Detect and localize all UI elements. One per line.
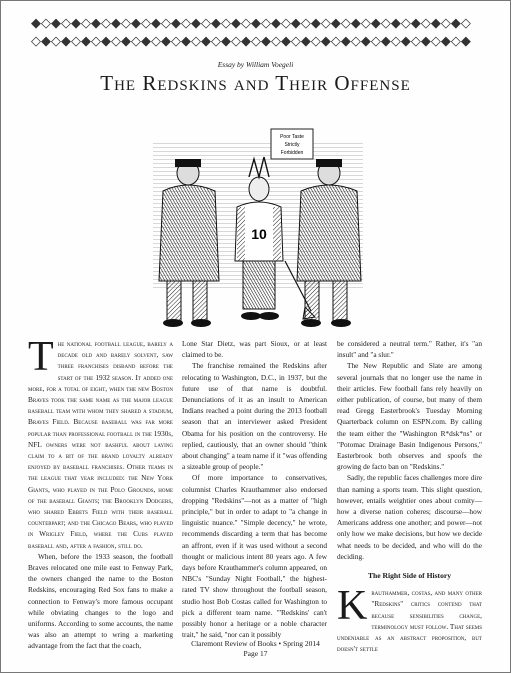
page-footer	[1, 639, 510, 659]
column-1	[28, 334, 173, 652]
dropcap-t: T	[28, 334, 54, 380]
col1-para-2: When, before the 1933 season, the football Braves relocated one mile east to Fenway Park, the owners changed the name to the Boston Redskins, encouraging Red Sox fans to make a connection to Fenway's more famous occupant while obviating changes to the logo and uniforms. According to some accounts, the name was also an attempt to wring a marketing advantage from the fact that the coach,	[28, 551, 173, 651]
cartoon-illustration	[133, 111, 381, 331]
col2-para-3: Of more importance to conservatives, columnist Charles Krauthammer also endorsed dropping "Redskins"—not as a matter of "high principle," but in order to adapt to "a change in linguistic nuance." "Simple decency," he wrote, recommends discarding a term that has become an affront, even if it was used without a second thought or malicious intent 80 years ago. A few days before Krauthammer's column appeared, on NBC's "Sunday Night Football," the highest-rated TV show throughout the football season, studio host Bob Costas called for Washington to pick a different team name. "'Redskins' can't possibly honor a heritage or a noble character trait," he said, "nor can it possibly	[182, 473, 327, 640]
top-ornament: ◆◇◆◇◆◇◆◇◆◇◆◇◆◇◆◇◆◇◆◇◆◇◆◇◆◇◆◇◆◇◆◇◆◇◆◇◆◇◆◇◆◇◆◇	[31, 15, 471, 30]
col1-para-1: he national football league, barely a decade old and barely solvent, saw three franchises disband before the start of the 1932 season. It added one more, for a total of eight, when the new Boston Braves took the same name as the major league baseball team with whom they shared a stadium, Braves Field. Because baseball was far more popular than professional football in the 1930s, NFL owners were not bashful about laying claim to a bit of the brand loyalty already enjoyed by baseball franchises. Other teams in the league that year included: the New York Giants, who played in the Polo Grounds, home of the baseball Giants; the Brooklyn Dodgers, who shared Ebbets Field with their baseball counterpart; and the Chicago Bears, who played in Wrigley Field, where the Cubs played baseball and, after a fashion, still do.	[28, 339, 173, 550]
article-title: The Redskins and Their Offense	[100, 71, 411, 95]
column-3	[337, 338, 482, 654]
column-2	[182, 338, 327, 640]
sign-text: Poor Taste	[280, 134, 304, 140]
col2-para-2: The franchise remained the Redskins after relocating to Washington, D.C., in 1937, but the future use of that name is doubtful. Denunciations of it as an insult to American Indians reached a point during the 2013 football season that an interviewer asked President Obama for his position on the controversy. He replied, cautiously, that an owner should "think about changing" a team name if it "was offending a sizeable group of people."	[182, 361, 327, 472]
svg-text:Strictly: Strictly	[284, 142, 300, 148]
col3-para-4: rauthammer, costas, and many other "Redskins" critics contend that because sensibilities change, terminology must follow. That seems undeniable as an abstract proposition, but doesn't settle	[337, 588, 483, 654]
footer-page-number: Page 17	[243, 649, 268, 658]
col3-para-1: be considered a neutral term." Rather, it's "an insult" and "a slur."	[337, 339, 482, 360]
col3-para-3: Sadly, the republic faces challenges more dire than naming a sports team. This slight question, however, entails weightier ones about comity—how a diverse nation coheres; discourse—how Americans address one another; and power—not only how we make decisions, but how we decide what needs to be decided, and who will do the deciding.	[337, 473, 482, 561]
col3-para-2: The New Republic and Slate are among several journals that no longer use the name in their articles. Few football fans rely heavily on either publication, of course, but many of them read Gregg Easterbrook's Tuesday Morning Quarterback column on ESPN.com. By calling the team either the "Washington R*dsk*ns" or "Potomac Drainage Basin Indigenous Persons," Easterbrook both observes and spoofs the growing de facto ban on "Redskins."	[337, 361, 482, 472]
svg-text:Forbidden: Forbidden	[280, 150, 304, 156]
col2-para-1: Lone Star Dietz, was part Sioux, or at least claimed to be.	[182, 339, 327, 360]
section-subhead: The Right Side of History	[367, 571, 452, 581]
jersey-number: 10	[251, 226, 267, 242]
dropcap-k: K	[337, 583, 368, 630]
footer-publication: Claremont Review of Books • Spring 2014	[191, 639, 320, 648]
top-ornament-2: ◇◆◇◆◇◆◇◆◇◆◇◆◇◆◇◆◇◆◇◆◇◆◇◆◇◆◇◆◇◆◇◆◇◆◇◆◇◆◇◆◇◆◇◆	[31, 33, 471, 48]
byline: Essay by William Voegeli	[217, 60, 294, 69]
